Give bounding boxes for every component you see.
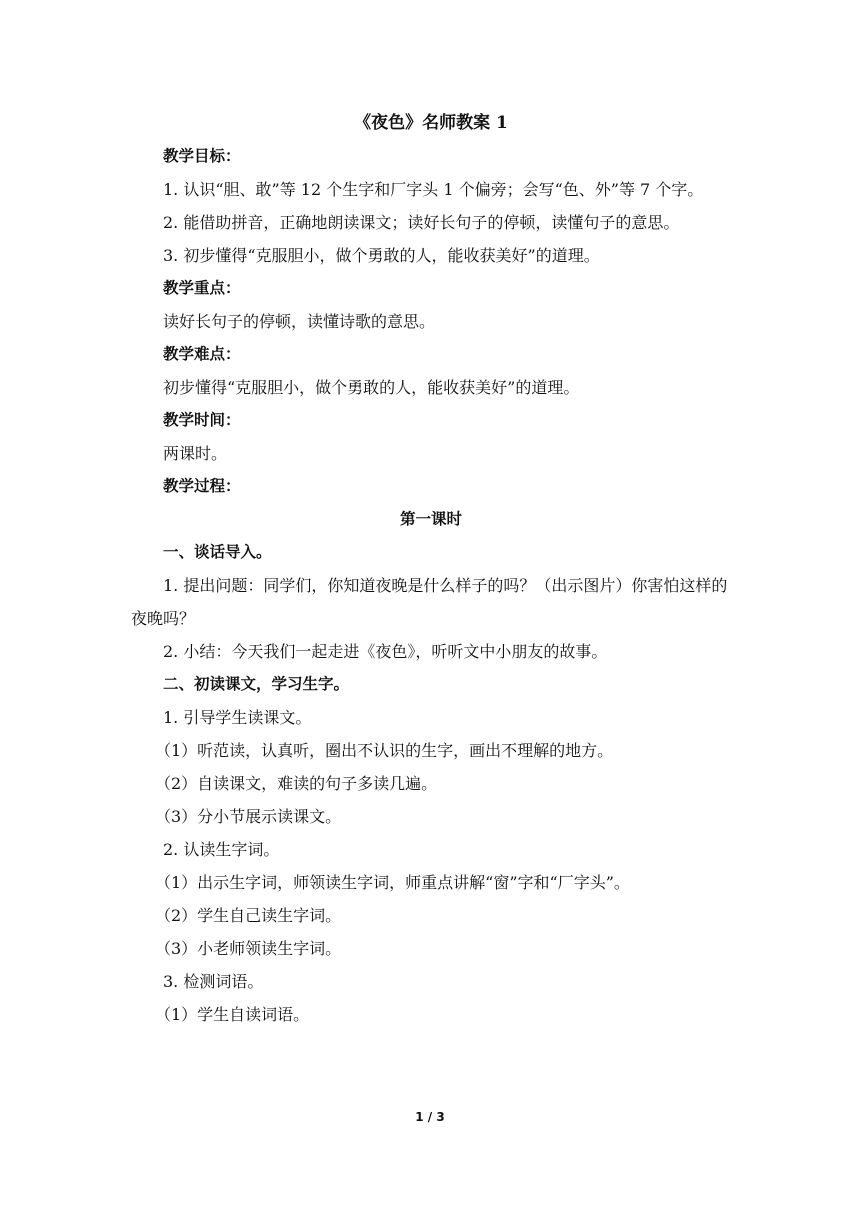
objective-item: 3. 初步懂得“克服胆小，做个勇敢的人，能收获美好”的道理。 [163, 246, 600, 265]
document-body [131, 106, 731, 1031]
sub-item: （1）听范读，认真听，圈出不认识的生字，画出不理解的地方。 [155, 741, 614, 760]
section-heading: 二、初读课文，学习生字。 [163, 675, 350, 693]
sub-item: （2）自读课文，难读的句子多读几遍。 [155, 774, 438, 793]
section-item: 3. 检测词语。 [163, 972, 264, 991]
objective-item: 2. 能借助拼音，正确地朗读课文；读好长句子的停顿，读懂句子的意思。 [163, 213, 680, 232]
objectives-heading: 教学目标： [163, 147, 241, 165]
sub-item: （3）小老师领读生字词。 [155, 939, 342, 958]
sub-item: （1）出示生字词，师领读生字词，师重点讲解“窗”字和“厂字头”。 [155, 873, 630, 892]
sub-item: （3）分小节展示读课文。 [155, 807, 342, 826]
process-heading: 教学过程： [163, 477, 241, 495]
time-text: 两课时。 [163, 444, 228, 463]
section-item: 2. 小结：今天我们一起走进《夜色》，听听文中小朋友的故事。 [163, 642, 608, 661]
difficulty-heading: 教学难点： [163, 345, 241, 363]
key-points-text: 读好长句子的停顿，读懂诗歌的意思。 [163, 312, 436, 331]
page-number: 1 / 3 [415, 1110, 445, 1124]
key-points-heading: 教学重点： [163, 279, 241, 297]
section-heading: 一、谈话导入。 [163, 543, 272, 561]
section-item: 2. 认读生字词。 [163, 840, 280, 859]
objective-item: 1. 认识“胆、敢”等 12 个生字和厂字头 1 个偏旁；会写“色、外”等 7 个字。 [163, 180, 704, 199]
section-item: 1. 提出问题：同学们，你知道夜晚是什么样子的吗？（出示图片）你害怕这样的夜晚吗？ [131, 576, 728, 628]
section-item: 1. 引导学生读课文。 [163, 708, 312, 727]
difficulty-text: 初步懂得“克服胆小，做个勇敢的人，能收获美好”的道理。 [163, 378, 580, 397]
lesson-title: 第一课时 [399, 510, 462, 528]
time-heading: 教学时间： [163, 411, 241, 429]
sub-item: （1）学生自读词语。 [155, 1005, 310, 1024]
sub-item: （2）学生自己读生字词。 [155, 906, 342, 925]
document-title: 《夜色》名师教案 1 [354, 113, 508, 133]
